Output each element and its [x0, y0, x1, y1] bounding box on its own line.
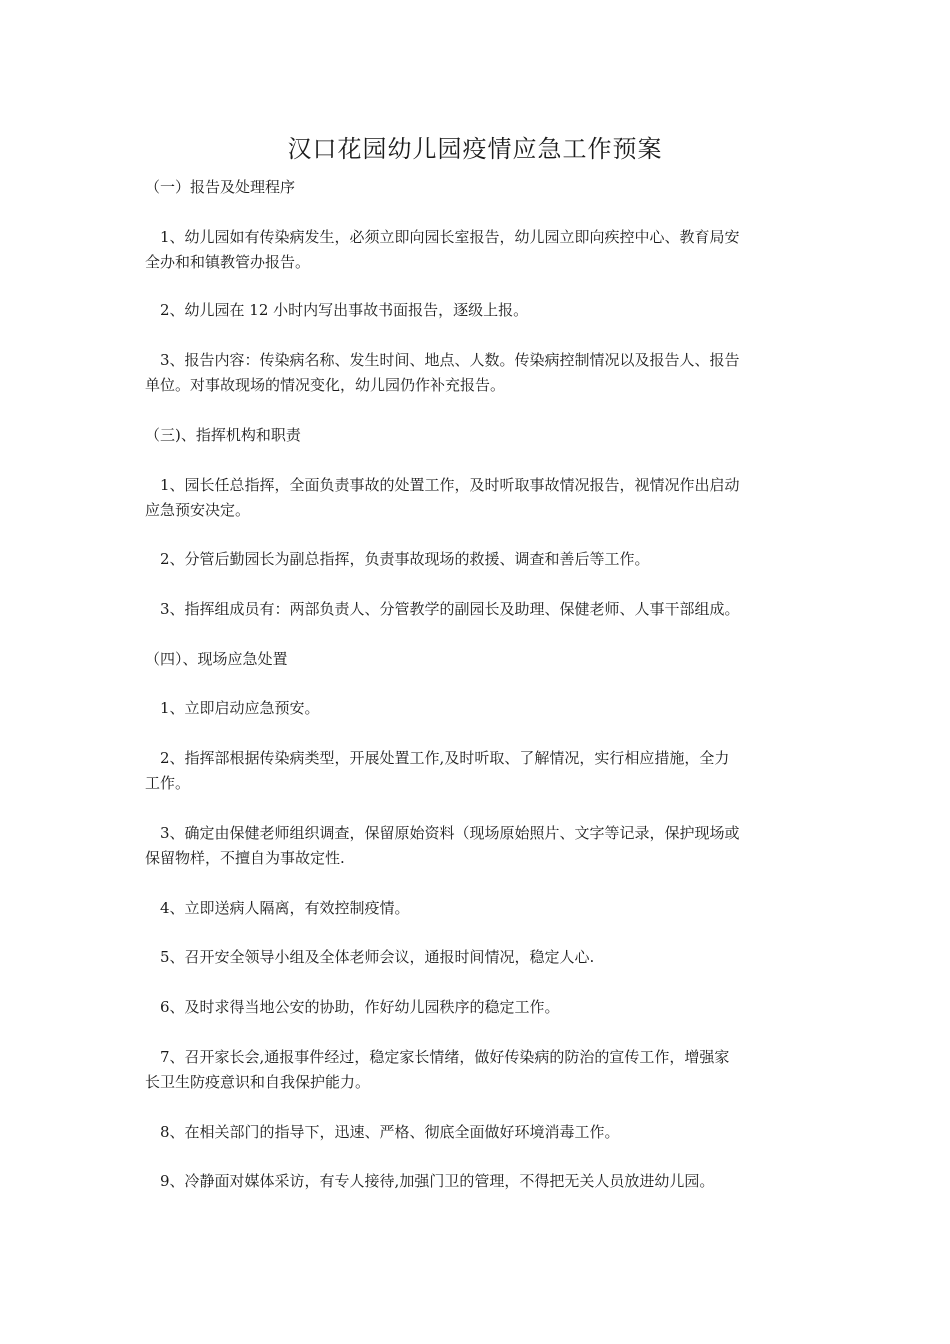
paragraph-4-7-continued: 长卫生防疫意识和自我保护能力。	[145, 1073, 371, 1091]
paragraph-3-2: 2、分管后勤园长为副总指挥，负责事故现场的救援、调查和善后等工作。	[160, 550, 650, 568]
section-heading-onsite-response: （四）、现场应急处置	[145, 650, 288, 668]
paragraph-4-6: 6、及时求得当地公安的协助，作好幼儿园秩序的稳定工作。	[160, 998, 560, 1016]
paragraph-1-3: 3、报告内容：传染病名称、发生时间、地点、人数。传染病控制情况以及报告人、报告	[160, 351, 740, 369]
section-heading-command: （三)、指挥机构和职责	[145, 426, 301, 444]
paragraph-1-3-continued: 单位。对事故现场的情况变化，幼儿园仍作补充报告。	[145, 376, 506, 394]
paragraph-1-1: 1、幼儿园如有传染病发生，必须立即向园长室报告，幼儿园立即向疾控中心、教育局安	[160, 228, 740, 246]
paragraph-4-1: 1、立即启动应急预安。	[160, 699, 320, 717]
paragraph-3-1-continued: 应急预安决定。	[145, 501, 251, 519]
section-heading-report-procedure: （一）报告及处理程序	[145, 178, 296, 196]
paragraph-1-1-continued: 全办和和镇教管办报告。	[145, 253, 311, 271]
paragraph-3-3: 3、指挥组成员有：两部负责人、分管教学的副园长及助理、保健老师、人事干部组成。	[160, 600, 740, 618]
document-title: 汉口花园幼儿园疫情应急工作预案	[287, 135, 663, 163]
paragraph-4-8: 8、在相关部门的指导下，迅速、严格、彻底全面做好环境消毒工作。	[160, 1123, 620, 1141]
paragraph-4-4: 4、立即送病人隔离，有效控制疫情。	[160, 899, 410, 917]
paragraph-4-2-continued: 工作。	[145, 774, 191, 792]
paragraph-1-2: 2、幼儿园在 12 小时内写出事故书面报告，逐级上报。	[160, 301, 529, 319]
paragraph-4-9: 9、冷静面对媒体采访，有专人接待,加强门卫的管理，不得把无关人员放进幼儿园。	[160, 1172, 715, 1190]
paragraph-4-2: 2、指挥部根据传染病类型，开展处置工作,及时听取、了解情况，实行相应措施，全力	[160, 749, 730, 767]
paragraph-4-3-continued: 保留物样，不擅自为事故定性.	[145, 849, 345, 867]
paragraph-3-1: 1、园长任总指挥，全面负责事故的处置工作，及时听取事故情况报告，视情况作出启动	[160, 476, 740, 494]
paragraph-4-7: 7、召开家长会,通报事件经过，稳定家长情绪，做好传染病的防治的宣传工作，增强家	[160, 1048, 730, 1066]
paragraph-4-3: 3、确定由保健老师组织调查，保留原始资料（现场原始照片、文字等记录，保护现场或	[160, 824, 740, 842]
paragraph-4-5: 5、召开安全领导小组及全体老师会议，通报时间情况，稳定人心.	[160, 948, 595, 966]
